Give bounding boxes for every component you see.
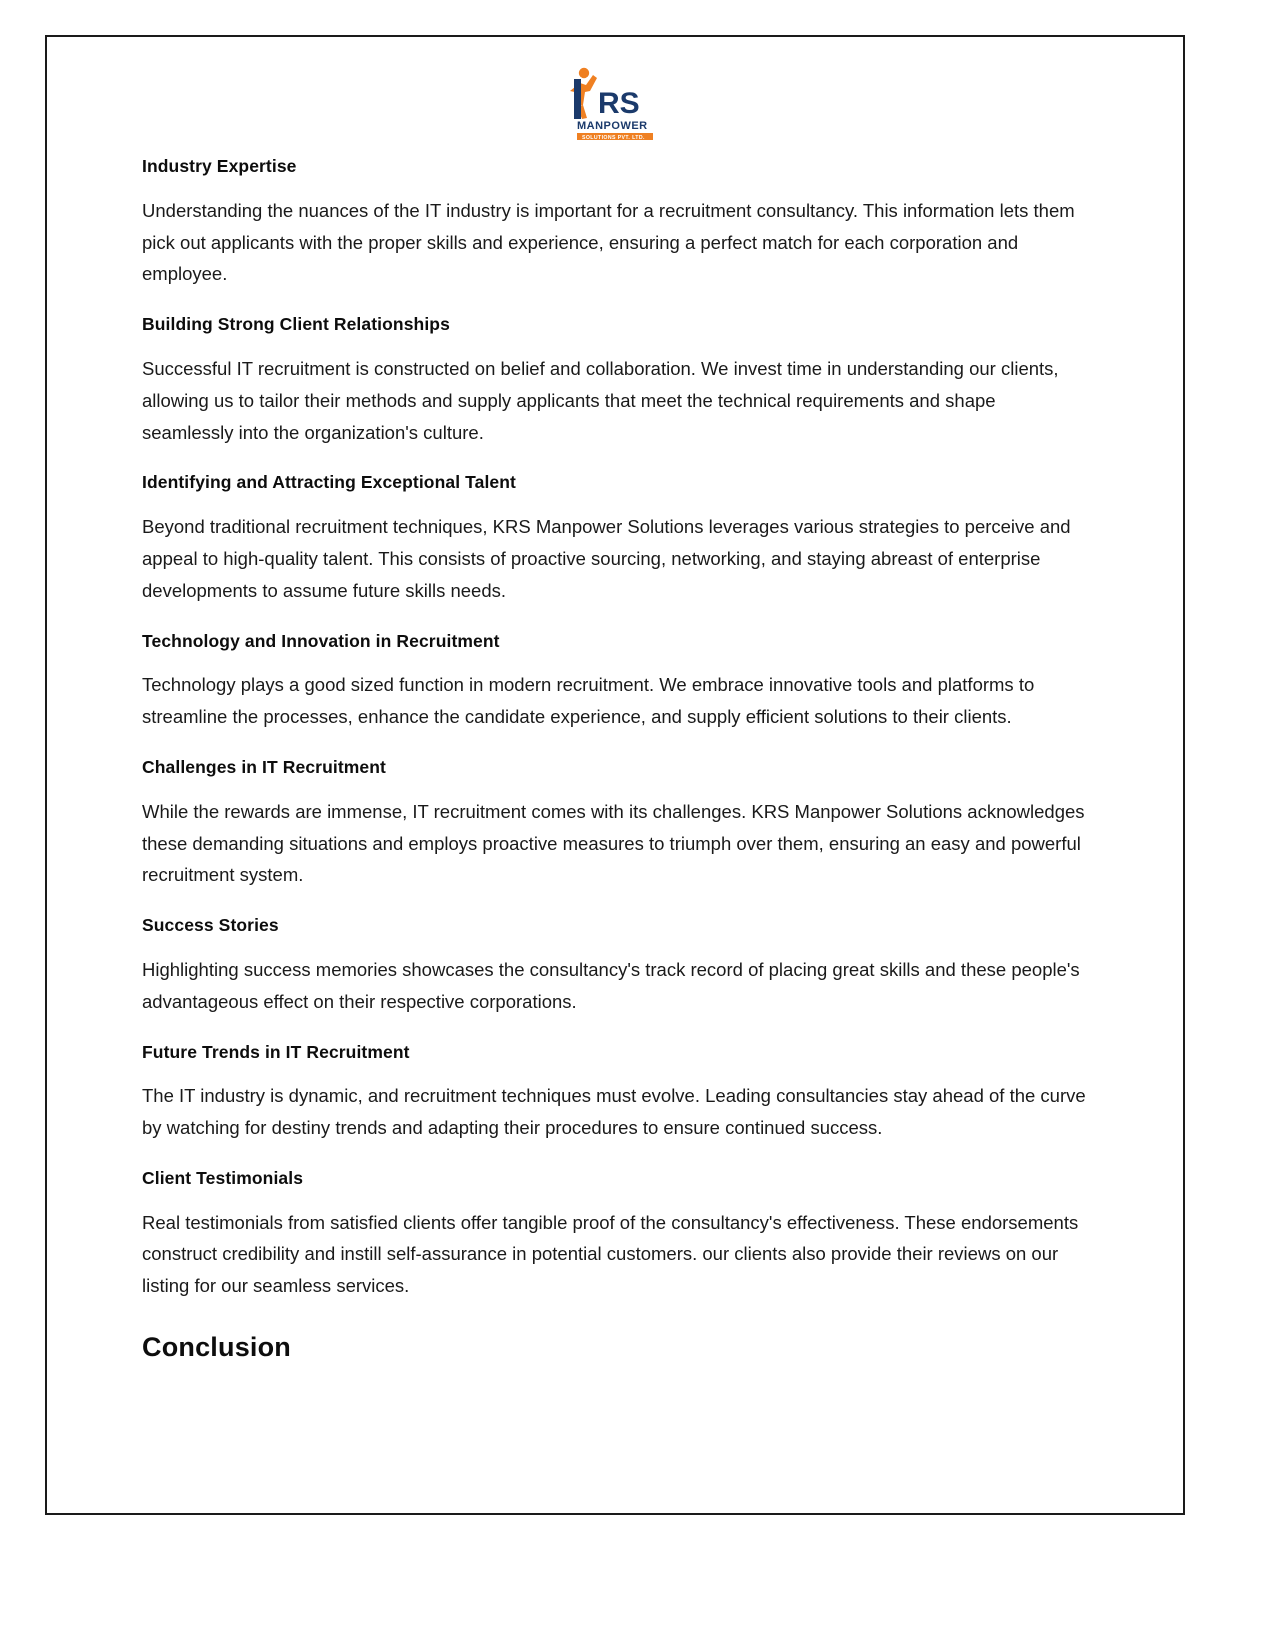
svg-text:RS: RS	[598, 87, 640, 120]
section-industry-expertise	[142, 155, 1088, 290]
conclusion-title: Conclusion	[142, 1332, 291, 1363]
document-content	[47, 145, 1183, 1363]
section-heading: Success Stories	[142, 915, 279, 936]
section-paragraph: Successful IT recruitment is constructed on belief and collaboration. We invest time in understanding our clients, allowing us to tailor their methods and supply applicants that meet the technical requirements and shape seamlessly into the organization's culture.	[142, 357, 1059, 443]
section-heading: Industry Expertise	[142, 156, 297, 176]
section-paragraph: The IT industry is dynamic, and recruitment techniques must evolve. Leading consultancies stay ahead of the curve by watching for destiny trends and adapting their procedures to ensure continued success.	[142, 1085, 1086, 1139]
section-paragraph: Technology plays a good sized function in modern recruitment. We embrace innovative tools and platforms to streamline the processes, enhance the candidate experience, and supply efficient solutions to their clients.	[142, 674, 1035, 728]
section-technology-and-innovation-in-recruitment	[142, 630, 1088, 733]
section-heading: Future Trends in IT Recruitment	[142, 1041, 410, 1062]
section-heading: Building Strong Client Relationships	[142, 314, 450, 335]
section-paragraph: While the rewards are immense, IT recruitment comes with its challenges. KRS Manpower Solutions acknowledges these demanding situations and employs proactive measures to triumph over them, ensuring an easy and powerful recruitment system.	[142, 800, 1085, 886]
section-identifying-and-attracting-exceptional-talent	[142, 471, 1088, 606]
section-success-stories	[142, 914, 1088, 1017]
section-heading: Identifying and Attracting Exceptional Talent	[142, 472, 516, 493]
section-heading: Client Testimonials	[142, 1167, 304, 1188]
section-paragraph: Real testimonials from satisfied clients offer tangible proof of the consultancy's effectiveness. These endorsements construct credibility and instill self-assurance in potential customers. our clients also provide their reviews on our listing for our seamless services.	[142, 1211, 1079, 1297]
svg-text:MANPOWER: MANPOWER	[577, 120, 648, 132]
section-heading: Technology and Innovation in Recruitment	[142, 630, 500, 651]
section-challenges-in-it-recruitment	[142, 756, 1088, 891]
section-building-strong-client-relationships	[142, 313, 1088, 448]
section-paragraph: Highlighting success memories showcases the consultancy's track record of placing great skills and these people's advantageous effect on their respective corporations.	[142, 958, 1080, 1012]
section-paragraph: Beyond traditional recruitment techniques, KRS Manpower Solutions leverages various strategies to perceive and appeal to high-quality talent. This consists of proactive sourcing, networking, and staying abreast of enterprise developments to assume future skills needs.	[142, 516, 1071, 601]
logo-header	[47, 37, 1183, 145]
section-future-trends-in-it-recruitment	[142, 1041, 1088, 1144]
section-heading: Challenges in IT Recruitment	[142, 756, 386, 777]
document-page	[45, 35, 1185, 1515]
section-paragraph: Understanding the nuances of the IT industry is important for a recruitment consultancy. This information lets them pick out applicants with the proper skills and experience, ensuring a perfect match for each corporation and employee.	[142, 199, 1075, 285]
krs-manpower-logo-icon	[560, 63, 670, 145]
svg-text:SOLUTIONS PVT. LTD.: SOLUTIONS PVT. LTD.	[582, 135, 645, 141]
section-client-testimonials	[142, 1167, 1088, 1302]
